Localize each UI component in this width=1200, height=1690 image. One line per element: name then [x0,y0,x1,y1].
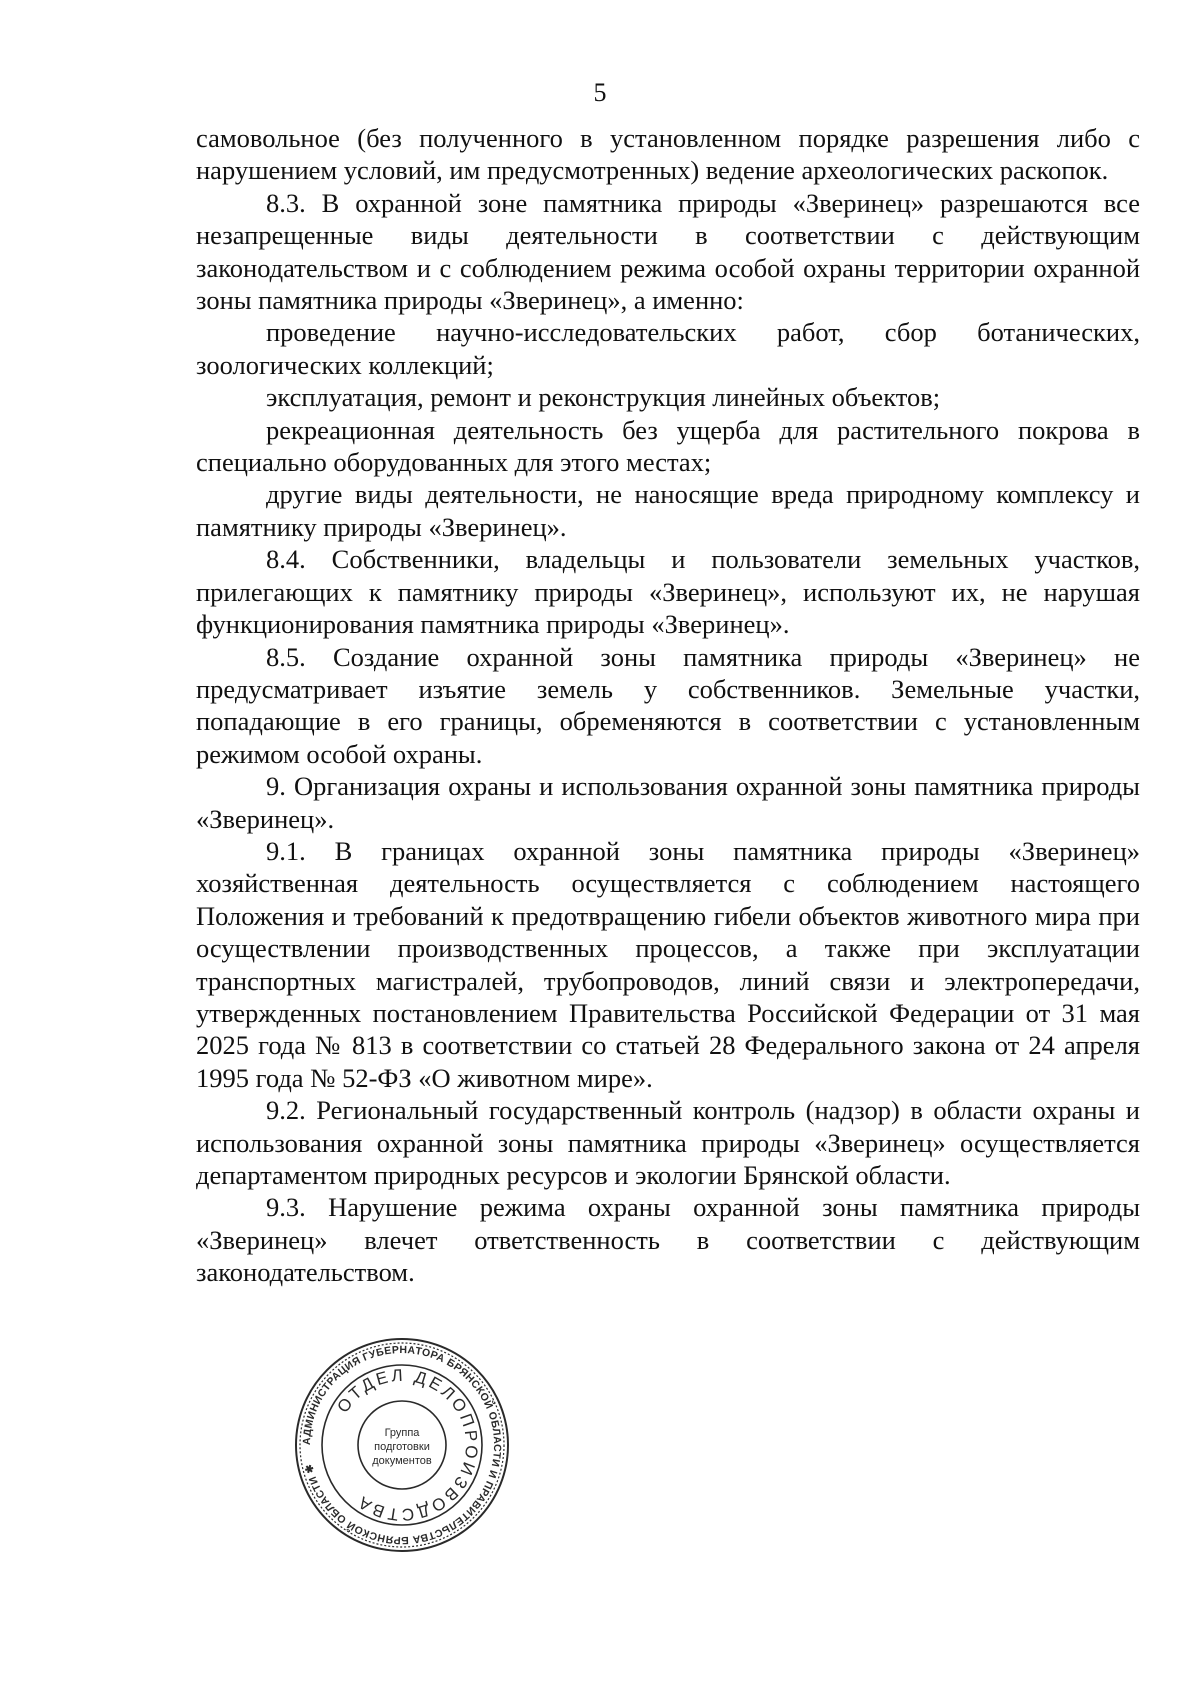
paragraph-8-3: 8.3. В охранной зоне памятника природы «Зверинец» разрешаются все незапрещенные виды деятельности в соответствии с действующим законодательством и с соблюдением режима особой охраны территории охранной зоны памятника природы «Зверинец», а именно: [196,187,1140,316]
paragraph-continuation: самовольное (без полученного в установленном порядке разрешения либо с нарушением условий, им предусмотренных) ведение археологических раскопок. [196,123,1140,186]
list-item-research: проведение научно-исследовательских работ, сбор ботанических, зоологических коллекций; [196,317,1140,380]
paragraph-9: 9. Организация охраны и использования охранной зоны памятника природы «Зверинец». [196,771,1140,834]
stamp-inner-text: ОТДЕЛ ДЕЛОПРОИЗВОДСТВА [333,1365,482,1525]
paragraph-8-4: 8.4. Собственники, владельцы и пользователи земельных участков, прилегающих к памятнику природы «Зверинец», используют их, не нарушая функционирования памятника природы «Зверинец». [196,544,1140,640]
document-body [196,122,1140,1289]
stamp-outer-text: АДМИНИСТРАЦИЯ ГУБЕРНАТОРА БРЯНСКОЙ ОБЛАСТИ И ПРАВИТЕЛЬСТВА БРЯНСКОЙ ОБЛАСТИ ✱ [300,1343,504,1547]
stamp-center-line-3: документов [372,1455,432,1467]
list-item-recreation: рекреационная деятельность без ущерба для растительного покрова в специально оборудованных для этого местах; [196,414,1140,478]
stamp-center-line-1: Группа [384,1427,420,1439]
paragraph-9-3: 9.3. Нарушение режима охраны охранной зоны памятника природы «Зверинец» влечет ответственность в соответствии с действующим законодательством. [196,1192,1140,1288]
official-stamp [292,1335,512,1555]
paragraph-8-5: 8.5. Создание охранной зоны памятника природы «Зверинец» не предусматривает изъятие земель у собственников. Земельные участки, попадающие в его границы, обременяются в соответствии с установленным режимом особой охраны. [196,641,1140,769]
paragraph-9-2: 9.2. Региональный государственный контроль (надзор) в области охраны и использования охранной зоны памятника природы «Зверинец» осуществляется департаментом природных ресурсов и экологии Брянской области. [196,1095,1140,1190]
paragraph-9-1: 9.1. В границах охранной зоны памятника природы «Зверинец» хозяйственная деятельность осуществляется с соблюдением настоящего Положения и требований к предотвращению гибели объектов животного мира при осуществлении производственных процессов, а также при эксплуатации транспортных магистралей, трубопроводов, линий связи и электропередачи, утвержденных постановлением Правительства Российской Федерации от 31 мая 2025 года № 813 в соответствии со статьей 28 Федерального закона от 24 апреля 1995 года № 52-ФЗ «О животном мире». [196,835,1140,1093]
list-item-other-activities: другие виды деятельности, не наносящие вреда природному комплексу и памятнику природы «Зверинец». [196,479,1140,542]
page-number: 5 [593,78,607,107]
list-item-exploitation: эксплуатация, ремонт и реконструкция линейных объектов; [266,382,941,413]
stamp-graphic [292,1335,512,1555]
stamp-center-line-2: подготовки [374,1441,430,1453]
